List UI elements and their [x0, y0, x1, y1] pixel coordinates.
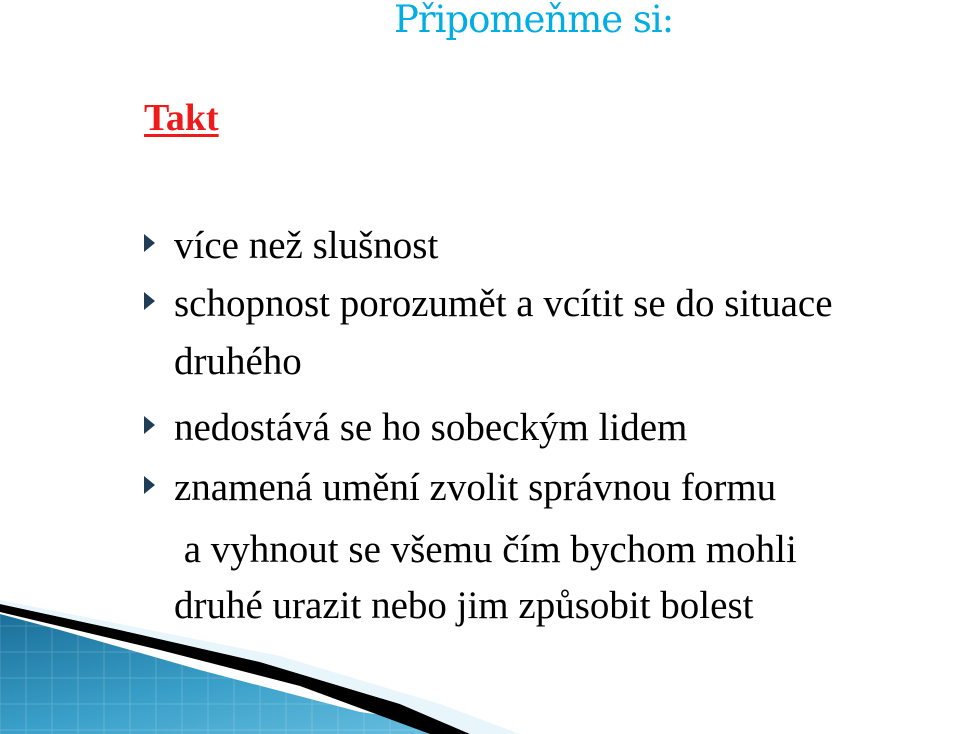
- bullet-arrow-icon: [144, 416, 155, 434]
- decorative-swoosh: [0, 600, 960, 734]
- bullet-text-continuation: druhého: [174, 340, 302, 383]
- bullet-text: schopnost porozumět a vcítit se do situace: [174, 282, 833, 325]
- section-heading: Takt: [144, 97, 219, 139]
- bullet-arrow-icon: [144, 476, 155, 494]
- slide-title: Připomeňme si:: [394, 0, 674, 41]
- bullet-text: více než slušnost: [174, 224, 439, 267]
- bullet-text-continuation: a vyhnout se všemu čím bychom mohli: [174, 528, 797, 571]
- bullet-text-continuation: druhé urazit nebo jim způsobit bolest: [174, 584, 754, 627]
- bullet-arrow-icon: [144, 292, 155, 310]
- bullet-arrow-icon: [144, 234, 155, 252]
- bullet-text: nedostává se ho sobeckým lidem: [174, 406, 688, 449]
- bullet-text: znamená umění zvolit správnou formu: [174, 466, 777, 509]
